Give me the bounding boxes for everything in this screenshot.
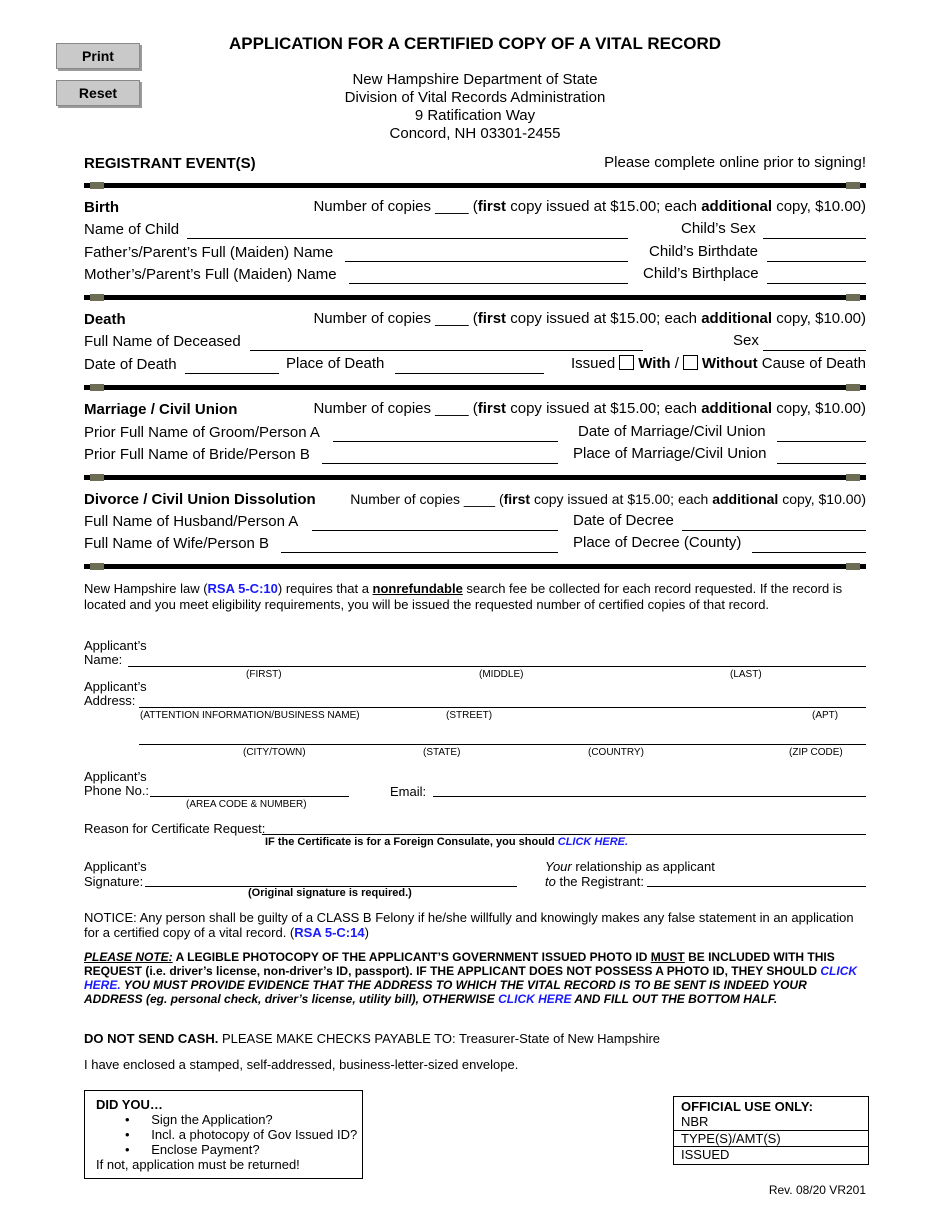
payment-instructions: DO NOT SEND CASH. PLEASE MAKE CHECKS PAYABLE TO: Treasurer-State of New Hampshire [84,1031,661,1046]
death-date-label: Date of Death [84,356,177,373]
official-issued: ISSUED [681,1147,730,1162]
without-cause-checkbox[interactable] [683,355,698,370]
official-nbr: NBR [681,1114,709,1129]
wife-name-field[interactable] [281,552,558,553]
registrant-heading: REGISTRANT EVENT(S) [84,155,256,172]
reset-button[interactable]: Reset [56,80,140,106]
separator [84,564,866,569]
official-use-box [673,1096,869,1165]
husband-name-field[interactable] [312,530,558,531]
envelope-statement: I have enclosed a stamped, self-addressed, business-letter-sized envelope. [84,1057,519,1072]
law-paragraph: New Hampshire law (RSA 5-C:10) requires that a nonrefundable search fee be collected for each record requested. If the record is located and you meet eligibility requirements, you will be issued the requested number of certified copies of that record. [84,581,843,612]
checklist-title: DID YOU… [96,1097,163,1112]
did-you-checklist [84,1090,363,1179]
agency-address [0,71,950,143]
list-item: • Sign the Application? [125,1112,273,1127]
signature-label: Applicant’s Signature: [84,859,147,889]
separator [84,183,866,188]
bride-name-label: Prior Full Name of Bride/Person B [84,446,310,463]
decree-place-label: Place of Decree (County) [573,534,742,551]
death-place-field[interactable] [395,373,544,374]
separator [84,385,866,390]
rsa-5c10-link[interactable]: RSA 5-C:10 [207,581,278,596]
marriage-date-label: Date of Marriage/Civil Union [578,423,766,440]
birth-child-name-label: Name of Child [84,221,180,238]
death-copies: Number of copies ____ (first copy issued at $15.00; each additional copy, $10.00) [313,310,866,327]
bride-name-field[interactable] [322,463,558,464]
consulate-note: IF the Certificate is for a Foreign Consulate, you should CLICK HERE. [265,836,629,848]
decree-place-field[interactable] [752,552,866,553]
apt-caption: (APT) [812,710,839,721]
applicant-name-field[interactable] [128,666,866,667]
attention-caption: (ATTENTION INFORMATION/BUSINESS NAME) [140,710,360,721]
checklist-footer: If not, application must be returned! [96,1157,300,1172]
deceased-sex-label: Sex [733,332,759,349]
marriage-copies: Number of copies ____ (first copy issued at $15.00; each additional copy, $10.00) [313,400,866,417]
groom-name-label: Prior Full Name of Groom/Person A [84,424,320,441]
mother-name-label: Mother’s/Parent’s Full (Maiden) Name [84,266,337,283]
child-birthdate-field[interactable] [767,261,866,262]
separator [84,295,866,300]
deceased-name-field[interactable] [250,350,643,351]
division-name: Division of Vital Records Administration [344,89,606,106]
reason-label: Reason for Certificate Request: [84,821,266,836]
signature-note: (Original signature is required.) [248,887,412,899]
agency-name: New Hampshire Department of State [352,71,598,88]
father-name-label: Father’s/Parent’s Full (Maiden) Name [84,244,334,261]
deceased-name-label: Full Name of Deceased [84,333,241,350]
with-cause-checkbox[interactable] [619,355,634,370]
rsa-5c14-link[interactable]: RSA 5-C:14 [294,925,365,940]
form-title: APPLICATION FOR A CERTIFIED COPY OF A VITAL RECORD [228,34,722,53]
child-sex-label: Child’s Sex [681,220,756,237]
divorce-copies: Number of copies ____ (first copy issued at $15.00; each additional copy, $10.00) [350,491,866,507]
decree-date-field[interactable] [682,530,866,531]
consulate-click-here-link[interactable]: CLICK HERE. [557,836,629,848]
wife-name-label: Full Name of Wife/Person B [84,535,270,552]
relationship-label: Your relationship as applicant to the Registrant: [545,859,715,889]
separator [84,475,866,480]
applicant-name-label: Applicant’s Name: [84,638,147,667]
mother-name-field[interactable] [349,283,628,284]
marriage-place-field[interactable] [777,463,866,464]
father-name-field[interactable] [345,261,628,262]
applicant-address-label: Applicant’s Address: [84,679,147,708]
state-caption: (STATE) [423,747,461,758]
city-caption: (CITY/TOWN) [243,747,306,758]
area-code-caption: (AREA CODE & NUMBER) [186,799,307,810]
husband-name-label: Full Name of Husband/Person A [84,513,299,530]
applicant-phone-label: Applicant’s Phone No.: [84,769,150,798]
death-date-field[interactable] [185,373,279,374]
marriage-date-field[interactable] [777,441,866,442]
zip-caption: (ZIP CODE) [789,747,843,758]
address-proof-click-here-link[interactable]: CLICK HERE [498,992,572,1006]
address-line-1-field[interactable] [139,707,866,708]
marriage-heading: Marriage / Civil Union [84,401,238,418]
email-label: Email: [390,784,427,799]
child-birthplace-field[interactable] [767,283,866,284]
official-use-title: OFFICIAL USE ONLY: [681,1099,813,1114]
reason-field[interactable] [262,834,866,835]
child-birthdate-label: Child’s Birthdate [649,243,758,260]
list-item: • Incl. a photocopy of Gov Issued ID? [125,1127,358,1142]
last-caption: (LAST) [730,669,762,680]
agency-city: Concord, NH 03301-2455 [389,125,561,142]
address-line-2-field[interactable] [139,744,866,745]
please-note-paragraph: PLEASE NOTE: A LEGIBLE PHOTOCOPY OF THE APPLICANT’S GOVERNMENT ISSUED PHOTO ID MUST BE INCLUDED WITH THIS REQUEST (i.e. driver’s license, non-driver’s ID, passport). IF THE APPLICANT DOES NOT POSSESS A PHOTO ID, THEY SHOULD CLICK HERE. YOU MUST PROVIDE EVIDENCE THAT THE ADDRESS TO WHICH THE VITAL RECORD IS TO BE SENT IS INDEED YOUR ADDRESS (eg. personal check, driver’s license, utility bill), OTHERWISE CLICK HERE AND FILL OUT THE BOTTOM HALF. [84,950,858,1006]
groom-name-field[interactable] [333,441,558,442]
death-place-label: Place of Death [286,355,385,372]
birth-copies: Number of copies ____ (first copy issued at $15.00; each additional copy, $10.00) [313,198,866,215]
phone-field[interactable] [150,796,349,797]
country-caption: (COUNTRY) [588,747,644,758]
death-heading: Death [84,311,126,328]
relationship-field[interactable] [647,886,866,887]
marriage-place-label: Place of Marriage/Civil Union [573,445,767,462]
child-birthplace-label: Child’s Birthplace [643,265,759,282]
divorce-heading: Divorce / Civil Union Dissolution [84,491,316,508]
agency-street: 9 Ratification Way [414,107,536,124]
street-caption: (STREET) [446,710,493,721]
print-button[interactable]: Print [56,43,140,69]
no-photo-id-click-here-link[interactable]: CLICK HERE. [84,964,858,992]
registrant-note: Please complete online prior to signing! [604,154,866,171]
list-item: • Enclose Payment? [125,1142,260,1157]
revision-code: Rev. 08/20 VR201 [768,1183,866,1197]
child-sex-field[interactable] [763,238,866,239]
notice-paragraph: NOTICE: Any person shall be guilty of a CLASS B Felony if he/she willfully and knowingly makes any false statement in an application for a certified copy of a vital record. (RSA 5-C:14) [84,910,854,940]
decree-date-label: Date of Decree [573,512,674,529]
cause-of-death-options: Issued With / Without Cause of Death [571,355,866,372]
email-field[interactable] [433,796,866,797]
official-type: TYPE(S)/AMT(S) [681,1131,781,1146]
deceased-sex-field[interactable] [763,350,866,351]
first-caption: (FIRST) [246,669,282,680]
birth-heading: Birth [84,199,119,216]
middle-caption: (MIDDLE) [479,669,524,680]
child-name-field[interactable] [187,238,628,239]
